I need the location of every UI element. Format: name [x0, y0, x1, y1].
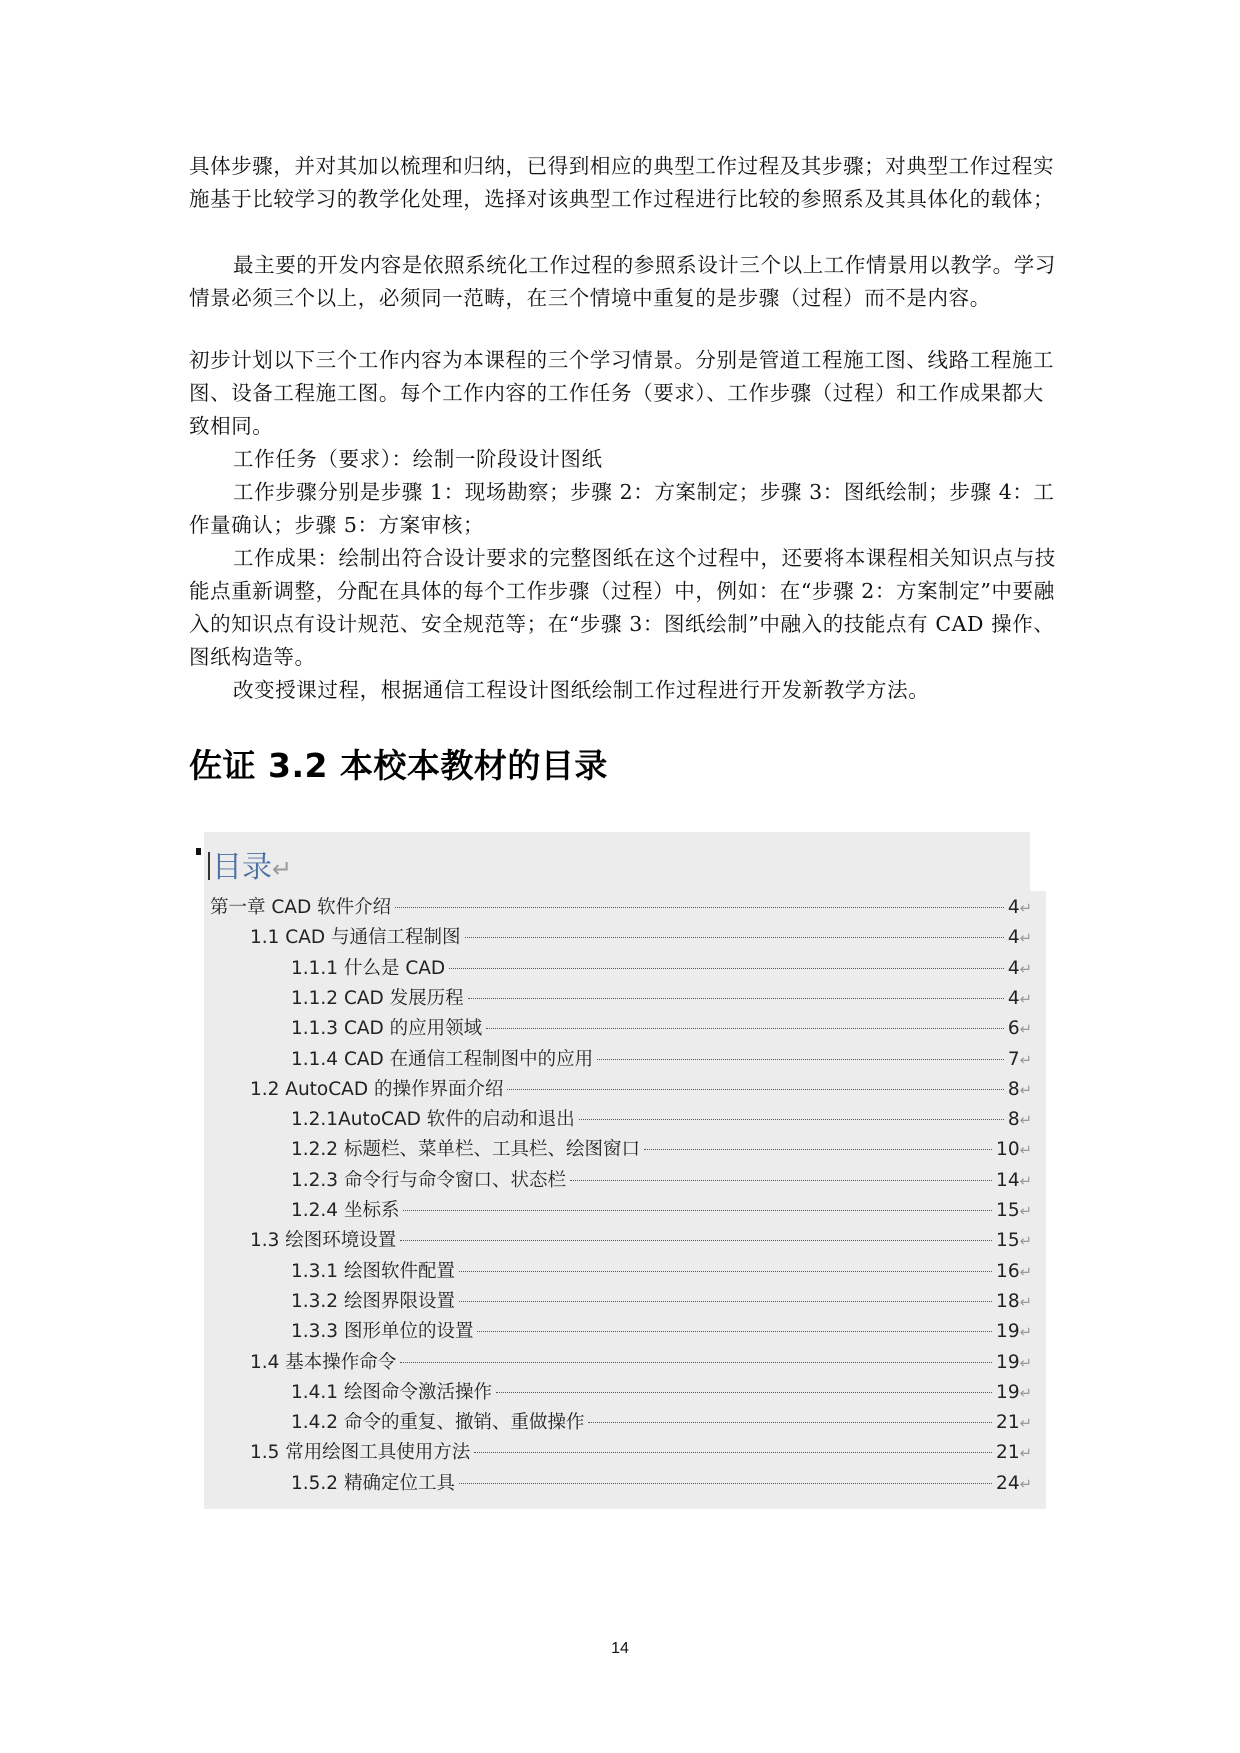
toc-entry-title: 第一章 CAD 软件介绍 [210, 897, 392, 918]
toc-dot-leader [597, 1059, 1004, 1060]
toc-dot-leader [474, 1452, 992, 1453]
toc-entry-page [996, 1352, 1032, 1373]
toc-dot-leader [588, 1422, 992, 1423]
toc-dot-leader [465, 937, 1004, 938]
return-mark-icon: ↵ [1019, 1415, 1032, 1433]
toc-entry-page [1008, 1018, 1032, 1039]
toc-entry-page-number: 16 [996, 1260, 1020, 1282]
toc-entry-page [996, 1412, 1032, 1433]
toc-entry-title: 1.3.2 绘图界限设置 [291, 1290, 455, 1312]
toc-entry-page-number: 18 [996, 1290, 1020, 1312]
toc-entry[interactable] [291, 984, 1032, 1015]
toc-entry-page-number: 4 [1007, 927, 1020, 949]
toc-entry[interactable] [250, 1348, 1032, 1379]
toc-dot-leader [395, 907, 1004, 908]
toc-entry-page-number: 10 [996, 1139, 1020, 1161]
toc-dot-leader [579, 1119, 1004, 1120]
toc-entry[interactable] [291, 1196, 1032, 1227]
return-mark-icon: ↵ [1019, 1354, 1032, 1372]
return-mark-icon: ↵ [1019, 1233, 1032, 1251]
toc-entry[interactable] [250, 1226, 1032, 1257]
body-paragraph-7: 改变授课过程，根据通信工程设计图纸绘制工作过程进行开发新教学方法。 [233, 678, 930, 702]
toc-dot-leader [400, 1240, 992, 1241]
toc-dot-leader [400, 1362, 992, 1363]
toc-entry-page-number: 4 [1007, 987, 1020, 1009]
toc-entry-title: 1.2.4 坐标系 [291, 1200, 400, 1221]
toc-entry-page-number: 19 [996, 1351, 1020, 1373]
return-mark-icon: ↵ [1019, 1021, 1032, 1039]
toc-entry-page-number: 21 [996, 1412, 1020, 1434]
return-mark-icon: ↵ [1019, 1263, 1032, 1281]
toc-entry-page [996, 1200, 1032, 1221]
toc-entry-page [996, 1473, 1032, 1494]
toc-entry-title: 1.5 常用绘图工具使用方法 [250, 1442, 471, 1464]
toc-entry[interactable] [250, 923, 1032, 954]
toc-entry[interactable] [291, 1469, 1032, 1500]
toc-entry[interactable] [250, 1438, 1032, 1469]
toc-dot-leader [459, 1271, 992, 1272]
toc-entry-page-number: 15 [996, 1200, 1020, 1221]
toc-entry-page [1008, 1079, 1032, 1100]
return-mark-icon: ↵ [1019, 1081, 1032, 1099]
toc-dot-leader [507, 1089, 1003, 1090]
return-mark-icon: ↵ [272, 855, 293, 883]
return-mark-icon: ↵ [1019, 1475, 1032, 1493]
toc-entry-page-number: 19 [996, 1381, 1020, 1403]
toc-entry-page-number: 24 [996, 1472, 1020, 1494]
toc-dot-leader [496, 1392, 992, 1393]
toc-entry-page [996, 1170, 1032, 1191]
toc-entry-page-number: 15 [996, 1230, 1020, 1252]
toc-entry-page [996, 1230, 1032, 1251]
toc-entry-title: 1.5.2 精确定位工具 [291, 1472, 455, 1494]
toc-title-background [204, 832, 1030, 891]
body-paragraph-1: 具体步骤，并对其加以梳理和归纳，已得到相应的典型工作过程及其步骤；对典型工作过程实施基于比较学习的教学化处理，选择对该典型工作过程进行比较的参照系及其具体化的载体； [189, 154, 1055, 211]
toc-dot-leader [644, 1149, 992, 1150]
toc-entry-page-number: 21 [996, 1442, 1020, 1464]
toc-entry-title: 1.1.4 CAD 在通信工程制图中的应用 [291, 1048, 594, 1070]
toc-entry-title: 1.1 CAD 与通信工程制图 [250, 927, 461, 949]
return-mark-icon: ↵ [1019, 1112, 1032, 1130]
toc-entry[interactable] [291, 1378, 1032, 1409]
toc-entry[interactable] [291, 1135, 1032, 1166]
toc-entry-page-number: 14 [996, 1169, 1020, 1191]
return-mark-icon: ↵ [1019, 1142, 1032, 1160]
return-mark-icon: ↵ [1019, 960, 1032, 978]
toc-dot-leader [459, 1301, 992, 1302]
toc-entry[interactable] [291, 1287, 1032, 1318]
toc-title [212, 842, 292, 886]
body-paragraph-4: 工作任务（要求）：绘制一阶段设计图纸 [233, 447, 603, 471]
toc-entry-title: 1.2 AutoCAD 的操作界面介绍 [250, 1078, 504, 1100]
return-mark-icon: ↵ [1019, 1293, 1032, 1311]
toc-entry-page-number: 4 [1007, 897, 1020, 918]
toc-dot-leader [570, 1180, 992, 1181]
toc-dot-leader [459, 1483, 992, 1484]
toc-entry-title: 1.4 基本操作命令 [250, 1351, 397, 1373]
toc-entry[interactable] [291, 1166, 1032, 1197]
toc-entry[interactable] [291, 1257, 1032, 1288]
toc-dot-leader [477, 1331, 992, 1332]
body-paragraph-6: 工作成果：绘制出符合设计要求的完整图纸在这个过程中，还要将本课程相关知识点与技能点重新调整，分配在具体的每个工作步骤（过程）中，例如：在“步骤 2：方案制定”中要融入的知识点有设计规范、安全规范等；在“步骤 3：图纸绘制”中融入的技能点有 CAD 操作、图纸构造等。 [189, 546, 1056, 669]
toc-entry-page [1008, 927, 1032, 948]
toc-entry-page [996, 1291, 1032, 1312]
toc-entry-title: 1.1.1 什么是 CAD [291, 957, 446, 979]
toc-entry-title: 1.3.3 图形单位的设置 [291, 1321, 474, 1343]
toc-entry-page-number: 8 [1007, 1109, 1020, 1131]
toc-entry-page-number: 19 [996, 1321, 1020, 1343]
return-mark-icon: ↵ [1019, 900, 1032, 917]
body-paragraph-2: 最主要的开发内容是依照系统化工作过程的参照系设计三个以上工作情景用以教学。学习情景必须三个以上，必须同一范畴，在三个情境中重复的是步骤（过程）而不是内容。 [189, 253, 1056, 310]
toc-entry-page [1008, 958, 1032, 979]
toc-entry-page [1008, 988, 1032, 1009]
toc-entry-page-number: 6 [1007, 1018, 1020, 1040]
toc-entry-title: 1.2.2 标题栏、菜单栏、工具栏、绘图窗口 [291, 1139, 640, 1161]
toc-dot-leader [468, 998, 1004, 999]
toc-entry[interactable] [250, 1075, 1032, 1106]
toc-entry-page-number: 4 [1007, 957, 1020, 979]
return-mark-icon: ↵ [1019, 1324, 1032, 1342]
toc-entry[interactable] [291, 1105, 1032, 1136]
toc-entry-title: 1.3 绘图环境设置 [250, 1230, 397, 1252]
toc-entry-title: 1.4.1 绘图命令激活操作 [291, 1381, 492, 1403]
body-paragraph-3: 初步计划以下三个工作内容为本课程的三个学习情景。分别是管道工程施工图、线路工程施工图、设备工程施工图。每个工作内容的工作任务（要求）、工作步骤（过程）和工作成果都大致相同。 [189, 348, 1055, 438]
toc-entry[interactable] [291, 1014, 1032, 1045]
toc-entry-page [996, 1139, 1032, 1160]
body-paragraph-5: 工作步骤分别是步骤 1：现场勘察；步骤 2：方案制定；步骤 3：图纸绘制；步骤 4：工作量确认；步骤 5：方案审核； [189, 480, 1055, 537]
toc-entry[interactable] [291, 1408, 1032, 1439]
toc-entry-page [996, 1321, 1032, 1342]
toc-entry-page [1008, 1049, 1032, 1070]
toc-dot-leader [449, 968, 1004, 969]
text-cursor [208, 852, 210, 880]
toc-entry-page [1008, 1109, 1032, 1130]
return-mark-icon: ↵ [1019, 1172, 1032, 1190]
toc-entry[interactable] [291, 954, 1032, 985]
return-mark-icon: ↵ [1019, 1384, 1032, 1402]
toc-entry-title: 1.3.1 绘图软件配置 [291, 1260, 455, 1282]
return-mark-icon: ↵ [1019, 1445, 1032, 1463]
return-mark-icon: ↵ [1019, 930, 1032, 948]
toc-entry-title: 1.2.3 命令行与命令窗口、状态栏 [291, 1169, 566, 1191]
toc-entry[interactable] [291, 1045, 1032, 1076]
section-heading: 佐证 3.2 本校本教材的目录 [189, 746, 608, 785]
return-mark-icon: ↵ [1019, 990, 1032, 1008]
toc-entry-page [996, 1442, 1032, 1463]
toc-entry-title: 1.2.1AutoCAD 软件的启动和退出 [291, 1109, 575, 1131]
toc-dot-leader [403, 1210, 992, 1211]
toc-entry-title: 1.4.2 命令的重复、撤销、重做操作 [291, 1412, 585, 1434]
toc-entry-page [996, 1261, 1032, 1282]
toc-entry-page-number: 8 [1007, 1078, 1020, 1100]
return-mark-icon: ↵ [1019, 1203, 1032, 1220]
page-number: 14 [611, 1640, 629, 1657]
toc-entry-page [1008, 897, 1032, 918]
toc-entry-page-number: 7 [1007, 1048, 1020, 1070]
toc-entry-title: 1.1.3 CAD 的应用领域 [291, 1018, 483, 1040]
toc-dot-leader [486, 1028, 1004, 1029]
toc-entry-page [996, 1382, 1032, 1403]
toc-entry-title: 1.1.2 CAD 发展历程 [291, 987, 464, 1009]
toc-entry[interactable] [210, 893, 1032, 924]
toc-entry[interactable] [291, 1317, 1032, 1348]
return-mark-icon: ↵ [1019, 1051, 1032, 1069]
toc-title-text: 目录 [212, 850, 272, 885]
paragraph-marker [196, 848, 201, 855]
